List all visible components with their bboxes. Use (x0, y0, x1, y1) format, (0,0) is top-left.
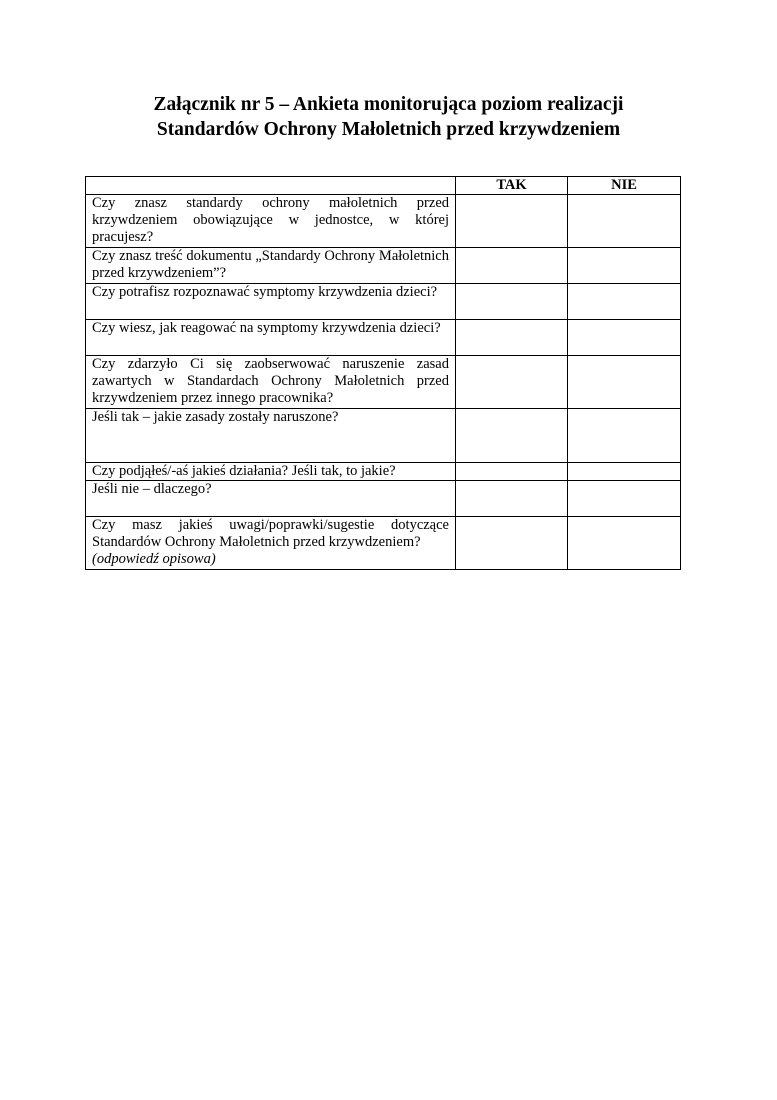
no-answer-cell[interactable] (568, 463, 681, 481)
yes-answer-cell[interactable] (456, 356, 568, 409)
question-column-header (86, 177, 456, 195)
question-text: Jeśli nie – dlaczego? (92, 481, 212, 497)
yes-answer-cell[interactable] (456, 320, 568, 356)
no-answer-cell[interactable] (568, 409, 681, 463)
table-row (86, 356, 681, 409)
table-row (86, 463, 681, 481)
question-cell (86, 356, 456, 409)
question-text: Czy potrafisz rozpoznawać symptomy krzywdzenia dzieci? (92, 284, 438, 300)
answer-type-note: (odpowiedź opisowa) (92, 551, 216, 567)
question-cell (86, 284, 456, 320)
survey-table (85, 176, 681, 570)
table-row (86, 248, 681, 284)
yes-answer-cell[interactable] (456, 463, 568, 481)
table-header-row (86, 177, 681, 195)
question-cell (86, 195, 456, 248)
table-row (86, 195, 681, 248)
yes-answer-cell[interactable] (456, 284, 568, 320)
yes-answer-cell[interactable] (456, 195, 568, 248)
question-text: Czy podjąłeś/-aś jakieś działania? Jeśli tak, to jakie? (92, 463, 396, 479)
yes-answer-cell[interactable] (456, 248, 568, 284)
no-column-header: NIE (568, 177, 681, 195)
question-cell (86, 517, 456, 570)
no-answer-cell[interactable] (568, 517, 681, 570)
no-answer-cell[interactable] (568, 320, 681, 356)
question-cell (86, 481, 456, 517)
document-title (0, 92, 777, 142)
no-answer-cell[interactable] (568, 284, 681, 320)
table-row (86, 517, 681, 570)
yes-answer-cell[interactable] (456, 409, 568, 463)
question-text: Czy znasz treść dokumentu „Standardy Ochrony Małoletnich przed krzywdzeniem”? (92, 248, 449, 281)
no-answer-cell[interactable] (568, 356, 681, 409)
question-text: Czy masz jakieś uwagi/poprawki/sugestie dotyczące Standardów Ochrony Małoletnich przed krzywdzeniem? (92, 517, 449, 550)
table-row (86, 481, 681, 517)
question-cell (86, 463, 456, 481)
question-text: Czy znasz standardy ochrony małoletnich przed krzywdzeniem obowiązujące w jednostce, w której pracujesz? (92, 195, 449, 245)
question-text: Jeśli tak – jakie zasady zostały naruszone? (92, 409, 339, 425)
question-cell (86, 320, 456, 356)
no-answer-cell[interactable] (568, 481, 681, 517)
yes-answer-cell[interactable] (456, 481, 568, 517)
yes-column-header: TAK (456, 177, 568, 195)
question-text: Czy zdarzyło Ci się zaobserwować naruszenie zasad zawartych w Standardach Ochrony Małoletnich przed krzywdzeniem przez innego pracownika? (92, 356, 449, 406)
question-cell (86, 409, 456, 463)
title-line-1: Załącznik nr 5 – Ankieta monitorująca poziom realizacji (153, 94, 624, 115)
no-answer-cell[interactable] (568, 248, 681, 284)
question-text: Czy wiesz, jak reagować na symptomy krzywdzenia dzieci? (92, 320, 441, 336)
no-answer-cell[interactable] (568, 195, 681, 248)
table-row (86, 284, 681, 320)
question-cell (86, 248, 456, 284)
table-row (86, 409, 681, 463)
title-line-2: Standardów Ochrony Małoletnich przed krzywdzeniem (156, 119, 621, 140)
table-row (86, 320, 681, 356)
yes-answer-cell[interactable] (456, 517, 568, 570)
